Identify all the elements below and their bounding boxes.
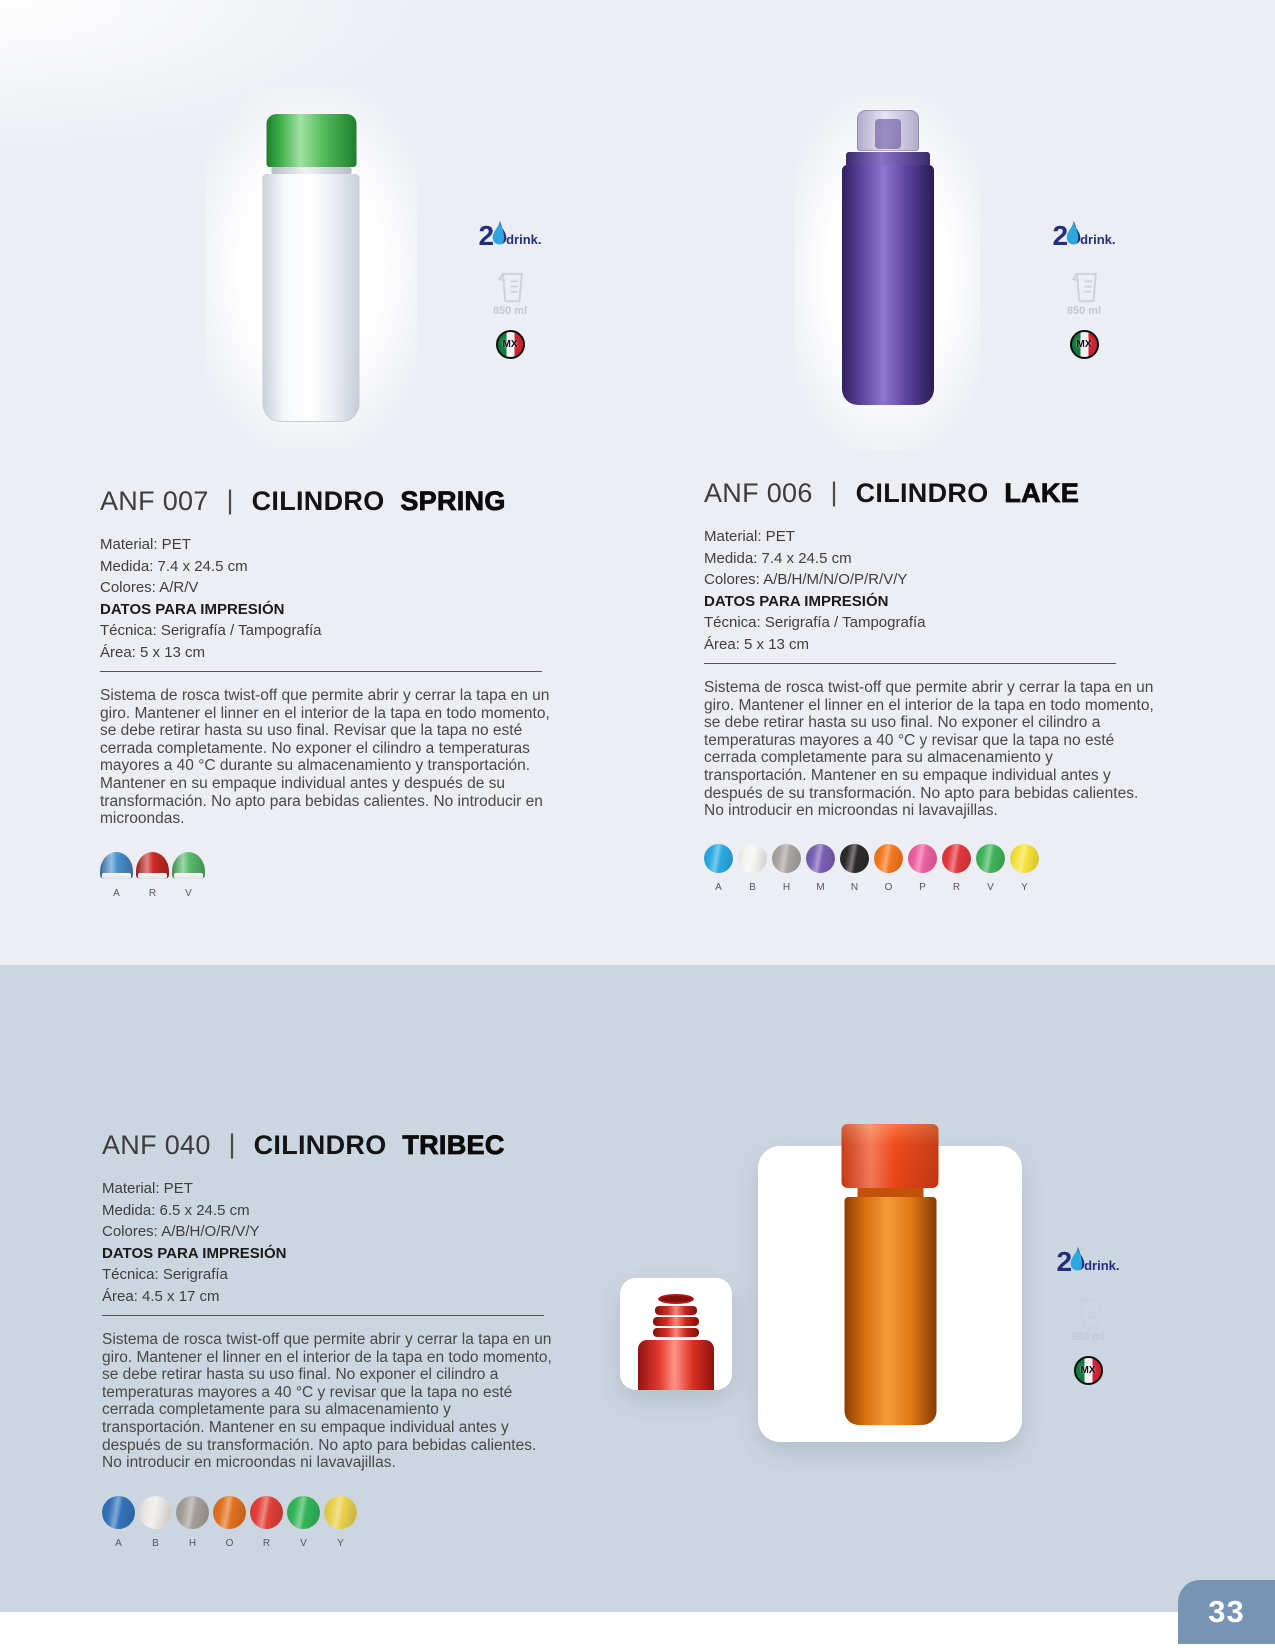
page-number: 33 [1208, 1594, 1245, 1629]
title-divider: | [830, 477, 838, 507]
logo-2: 2 [1056, 1246, 1072, 1277]
swatch-verde [976, 844, 1005, 893]
measuring-cup-icon [495, 270, 526, 304]
print-data-heading: DATOS PARA IMPRESIÓN [100, 600, 285, 618]
swatch-letter: R [952, 881, 961, 893]
swatch-letter: P [919, 881, 926, 893]
swatch-color [976, 844, 1005, 873]
bottle-body-orange [844, 1197, 936, 1425]
swatch-rojo [942, 844, 971, 893]
spec-colors: Colores: A/B/H/M/N/O/P/R/V/Y [704, 571, 908, 588]
swatch-letter: Y [1021, 881, 1028, 893]
product-title [102, 1130, 554, 1161]
swatch-naranja [213, 1496, 246, 1549]
page-number-badge [1178, 1580, 1275, 1644]
swatch-letter: V [300, 1537, 307, 1549]
swatch-letter: R [148, 887, 157, 899]
color-swatch-row [704, 844, 1156, 893]
swatch-letter: A [115, 1537, 122, 1549]
swatch-letter: B [152, 1537, 159, 1549]
swatch-letter: B [749, 881, 756, 893]
swatch-color [139, 1496, 172, 1529]
swatch-humo [176, 1496, 209, 1549]
product-info-anf-006 [704, 478, 1156, 893]
spec-colors: Colores: A/R/V [100, 579, 199, 596]
swatch-color [908, 844, 937, 873]
swatch-blanco [139, 1496, 172, 1549]
bottle-thread-ring [653, 1317, 699, 1326]
logo-2: 2 [478, 220, 494, 251]
bottle-shoulder [638, 1340, 714, 1390]
swatch-rojo [136, 852, 169, 899]
product-title [100, 486, 552, 517]
product-info-anf-040 [102, 1130, 554, 1549]
detail-photo-card [620, 1278, 732, 1390]
swatch-azul [100, 852, 133, 899]
swatch-naranja [874, 844, 903, 893]
mx-label: MX [1076, 339, 1092, 350]
bottle-spring-image [263, 114, 360, 422]
badges-anf-040 [1056, 1232, 1120, 1385]
spec-material: Material: PET [102, 1180, 193, 1197]
capacity-label: 850 ml [492, 305, 528, 317]
swatch-azul [102, 1496, 135, 1549]
product-code: ANF 007 [100, 486, 209, 516]
product-code: ANF 040 [102, 1130, 211, 1160]
swatch-verde [172, 852, 205, 899]
swatch-verde [287, 1496, 320, 1549]
capacity-label: 850 ml [1066, 305, 1102, 317]
print-data-heading: DATOS PARA IMPRESIÓN [102, 1244, 287, 1262]
product-photo-spring [205, 88, 417, 448]
spec-area: Área: 4.5 x 17 cm [102, 1287, 220, 1305]
swatch-color [287, 1496, 320, 1529]
swatch-color [840, 844, 869, 873]
divider-rule [100, 671, 542, 672]
product-code: ANF 006 [704, 478, 813, 508]
swatch-letter: H [782, 881, 791, 893]
bottle-mouth [658, 1294, 694, 1304]
swatch-color [806, 844, 835, 873]
product-family: CILINDRO [253, 1130, 387, 1160]
spec-area: Área: 5 x 13 cm [704, 635, 810, 653]
mx-label: MX [1080, 1365, 1096, 1376]
spec-technique: Técnica: Serigrafía / Tampografía [704, 614, 926, 631]
product-family: CILINDRO [855, 478, 989, 508]
swatch-color [100, 852, 133, 879]
spec-size: Medida: 7.4 x 24.5 cm [100, 557, 248, 575]
spec-material: Material: PET [100, 536, 191, 553]
swatch-rojo [250, 1496, 283, 1549]
badges-anf-007 [478, 206, 542, 359]
bottle-collar [846, 152, 930, 165]
swatch-letter: A [113, 887, 120, 899]
product-name: SPRING [400, 486, 506, 516]
swatch-letter: O [225, 1537, 234, 1549]
spec-size: Medida: 6.5 x 24.5 cm [102, 1201, 250, 1219]
bottle-cap-green [266, 114, 356, 167]
bottle-body-purple [842, 165, 934, 405]
divider-rule [102, 1315, 544, 1316]
swatch-color [176, 1496, 209, 1529]
swatch-letter: H [188, 1537, 197, 1549]
product-title [704, 478, 1156, 509]
swatch-color [102, 1496, 135, 1529]
bottle-neck-shadow [857, 1188, 923, 1197]
product-info-anf-007 [100, 486, 552, 899]
bottle-cap-translucent [857, 110, 919, 151]
2drink-logo [1053, 206, 1116, 250]
bottle-lake-image [842, 110, 934, 405]
measuring-cup-icon [1069, 270, 1100, 304]
2drink-logo [1057, 1232, 1120, 1276]
swatch-letter: R [262, 1537, 271, 1549]
swatch-color [172, 852, 205, 879]
capacity-badge [493, 270, 527, 317]
mx-flag-icon [1070, 330, 1099, 359]
color-swatch-row [100, 852, 552, 899]
color-swatch-row [102, 1496, 554, 1549]
product-description: Sistema de rosca twist-off que permite abrir y cerrar la tapa en un giro. Mantener el linner en el interior de la tapa en todo momento, se debe retirar hasta su uso final. No exponer el cilindro a temperaturas mayores a 40 °C y revisar que la tapa no esté cerrada completamente para su almacenamiento y transportación. Mantener en su empaque individual antes y después de su transformación. No apto para bebidas calientes. No introducir en microondas ni lavavajillas. [704, 679, 1154, 820]
swatch-color [136, 852, 169, 879]
capacity-badge [1067, 270, 1101, 317]
mx-flag-icon [1074, 1356, 1103, 1385]
measuring-cup-icon [1073, 1296, 1104, 1330]
swatch-humo [772, 844, 801, 893]
bottle-lip [271, 167, 351, 174]
logo-drink: drink. [1084, 1258, 1120, 1273]
swatch-color [213, 1496, 246, 1529]
title-divider: | [226, 485, 234, 515]
capacity-badge [1071, 1296, 1105, 1343]
swatch-rosa [908, 844, 937, 893]
print-data-heading: DATOS PARA IMPRESIÓN [704, 592, 889, 610]
divider-rule [704, 663, 1116, 664]
capacity-label: 960 ml [1070, 1331, 1106, 1343]
2drink-logo [479, 206, 542, 250]
swatch-color [772, 844, 801, 873]
product-name: TRIBEC [402, 1130, 505, 1160]
badges-anf-006 [1052, 206, 1116, 359]
swatch-negro [840, 844, 869, 893]
swatch-letter: A [715, 881, 722, 893]
swatch-color [704, 844, 733, 873]
swatch-color [324, 1496, 357, 1529]
mx-flag-icon [496, 330, 525, 359]
logo-drink: drink. [1080, 232, 1116, 247]
page-margin-strip [0, 1612, 1275, 1650]
title-divider: | [228, 1129, 236, 1159]
product-description: Sistema de rosca twist-off que permite abrir y cerrar la tapa en un giro. Mantener el linner en el interior de la tapa en todo momento, se debe retirar hasta su uso final. Revisar que la tapa no esté cerrada completamente. No exponer el cilindro a temperaturas mayores a 40 °C durante su almacenamiento y transportación. Mantener en su empaque individual antes y después de su transformación. No apto para bebidas calientes. No introducir en microondas. [100, 687, 550, 828]
spec-technique: Técnica: Serigrafía [102, 1266, 228, 1283]
spec-material: Material: PET [704, 528, 795, 545]
swatch-color [942, 844, 971, 873]
mx-label: MX [502, 339, 518, 350]
logo-2: 2 [1052, 220, 1068, 251]
bottle-thread-ring [653, 1328, 699, 1337]
swatch-letter: Y [337, 1537, 344, 1549]
swatch-letter: M [816, 881, 825, 893]
spec-area: Área: 5 x 13 cm [100, 643, 206, 661]
swatch-color [738, 844, 767, 873]
swatch-blanco [738, 844, 767, 893]
spec-technique: Técnica: Serigrafía / Tampografía [100, 622, 322, 639]
swatch-amarillo [324, 1496, 357, 1549]
product-photo-card-tribec [758, 1146, 1022, 1442]
product-family: CILINDRO [251, 486, 385, 516]
spec-colors: Colores: A/B/H/O/R/V/Y [102, 1223, 260, 1240]
logo-drink: drink. [506, 232, 542, 247]
bottle-neck-closeup-image [638, 1294, 714, 1390]
swatch-amarillo [1010, 844, 1039, 893]
swatch-letter: O [884, 881, 893, 893]
swatch-azul [704, 844, 733, 893]
bottle-cap-orange [842, 1124, 939, 1188]
product-name: LAKE [1004, 478, 1080, 508]
bottle-body-clear [263, 174, 360, 422]
swatch-color [250, 1496, 283, 1529]
swatch-morado [806, 844, 835, 893]
spec-size: Medida: 7.4 x 24.5 cm [704, 549, 852, 567]
bottle-thread-ring [655, 1306, 697, 1315]
bottle-tribec-image [842, 1124, 939, 1425]
swatch-color [874, 844, 903, 873]
product-photo-lake [795, 96, 980, 450]
swatch-color [1010, 844, 1039, 873]
product-description: Sistema de rosca twist-off que permite abrir y cerrar la tapa en un giro. Mantener el linner en el interior de la tapa en todo momento, se debe retirar hasta su uso final. No exponer el cilindro a temperaturas mayores a 40 °C y revisar que la tapa no esté cerrada completamente para su almacenamiento y transportación. Mantener en su empaque individual antes y después de su transformación. No apto para bebidas calientes. No introducir en microondas ni lavavajillas. [102, 1331, 552, 1472]
swatch-letter: V [185, 887, 192, 899]
swatch-letter: N [850, 881, 859, 893]
swatch-letter: V [987, 881, 994, 893]
